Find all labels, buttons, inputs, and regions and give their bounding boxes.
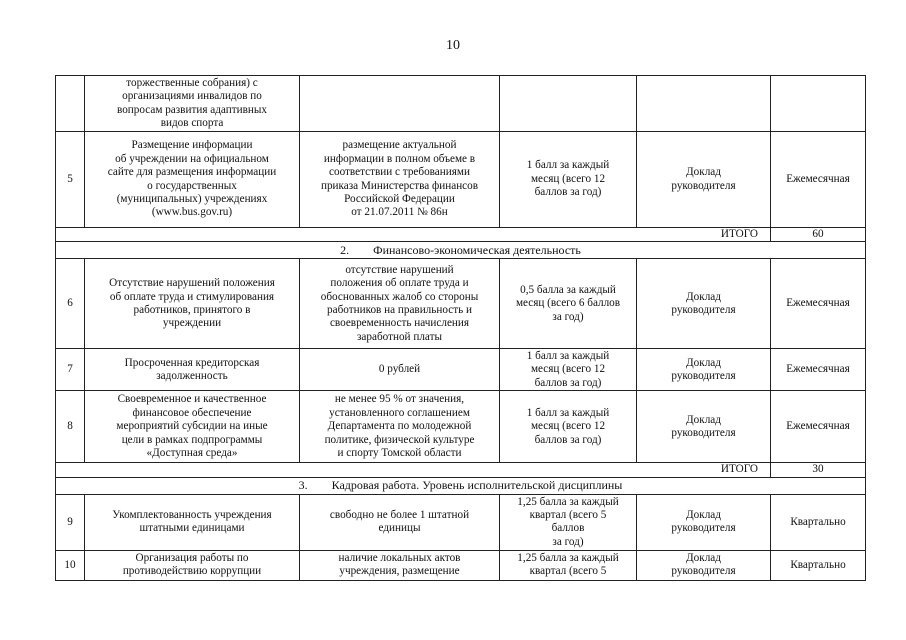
- criterion-cell: свободно не более 1 штатной единицы: [300, 494, 500, 550]
- frequency-cell: [771, 76, 866, 132]
- score-cell: 1 балл за каждый месяц (всего 12 баллов за год): [500, 349, 637, 391]
- criterion-cell: отсутствие нарушений положения об оплате труда и обоснованных жалоб со стороны работников на правильность и своевременность начисления заработной платы: [300, 259, 500, 349]
- indicator-cell: Своевременное и качественное финансовое обеспечение мероприятий субсидии на иные цели в рамках подпрограммы «Доступная среда»: [85, 391, 300, 463]
- indicator-cell: Просроченная кредиторская задолженность: [85, 349, 300, 391]
- frequency-cell: Квартально: [771, 494, 866, 550]
- table-row: [56, 76, 866, 132]
- criterion-cell: не менее 95 % от значения, установленного соглашением Департамента по молодежной политике, физической культуре и спорту Томской области: [300, 391, 500, 463]
- table-row: [56, 132, 866, 228]
- source-cell: [637, 76, 771, 132]
- source-cell: Доклад руководителя: [637, 349, 771, 391]
- score-cell: 1 балл за каждый месяц (всего 12 баллов за год): [500, 132, 637, 228]
- score-cell: [500, 76, 637, 132]
- indicator-cell: Укомплектованность учреждения штатными единицами: [85, 494, 300, 550]
- source-cell: Доклад руководителя: [637, 259, 771, 349]
- section-title: 3. Кадровая работа. Уровень исполнительской дисциплины: [56, 477, 866, 494]
- score-cell: 1,25 балла за каждый квартал (всего 5: [500, 550, 637, 580]
- score-cell: 0,5 балла за каждый месяц (всего 6 баллов за год): [500, 259, 637, 349]
- criterion-cell: 0 рублей: [300, 349, 500, 391]
- total-value: 60: [771, 228, 866, 242]
- section-title: 2. Финансово-экономическая деятельность: [56, 242, 866, 259]
- frequency-cell: Ежемесячная: [771, 391, 866, 463]
- criterion-cell: размещение актуальной информации в полном объеме в соответствии с требованиями приказа Министерства финансов Российской Федерации от 21.07.2011 № 86н: [300, 132, 500, 228]
- criteria-table: [55, 75, 866, 581]
- table-row: [56, 550, 866, 580]
- row-number: 6: [56, 259, 85, 349]
- row-number: 9: [56, 494, 85, 550]
- row-number: 7: [56, 349, 85, 391]
- source-cell: Доклад руководителя: [637, 494, 771, 550]
- frequency-cell: Ежемесячная: [771, 132, 866, 228]
- table-row: [56, 391, 866, 463]
- total-label: ИТОГО: [56, 463, 771, 477]
- row-number: 5: [56, 132, 85, 228]
- table-row: [56, 349, 866, 391]
- total-label: ИТОГО: [56, 228, 771, 242]
- criterion-cell: наличие локальных актов учреждения, размещение: [300, 550, 500, 580]
- indicator-cell: Организация работы по противодействию коррупции: [85, 550, 300, 580]
- total-value: 30: [771, 463, 866, 477]
- row-number: [56, 76, 85, 132]
- section-header-row: [56, 477, 866, 494]
- source-cell: Доклад руководителя: [637, 391, 771, 463]
- section-header-row: [56, 242, 866, 259]
- page-number: 10: [446, 38, 460, 53]
- row-number: 8: [56, 391, 85, 463]
- frequency-cell: Квартально: [771, 550, 866, 580]
- frequency-cell: Ежемесячная: [771, 259, 866, 349]
- score-cell: 1 балл за каждый месяц (всего 12 баллов за год): [500, 391, 637, 463]
- source-cell: Доклад руководителя: [637, 132, 771, 228]
- total-row: [56, 463, 866, 477]
- table-row: [56, 494, 866, 550]
- source-cell: Доклад руководителя: [637, 550, 771, 580]
- row-number: 10: [56, 550, 85, 580]
- frequency-cell: Ежемесячная: [771, 349, 866, 391]
- indicator-cell: Размещение информации об учреждении на официальном сайте для размещения информации о государственных (муниципальных) учреждениях (www.bus.gov.ru): [85, 132, 300, 228]
- indicator-cell: Отсутствие нарушений положения об оплате труда и стимулирования работников, принятого в учреждении: [85, 259, 300, 349]
- score-cell: 1,25 балла за каждый квартал (всего 5 баллов за год): [500, 494, 637, 550]
- total-row: [56, 228, 866, 242]
- criterion-cell: [300, 76, 500, 132]
- criteria-table-body: [56, 76, 866, 581]
- table-row: [56, 259, 866, 349]
- indicator-cell: торжественные собрания) с организациями инвалидов по вопросам развития адаптивных видов спорта: [85, 76, 300, 132]
